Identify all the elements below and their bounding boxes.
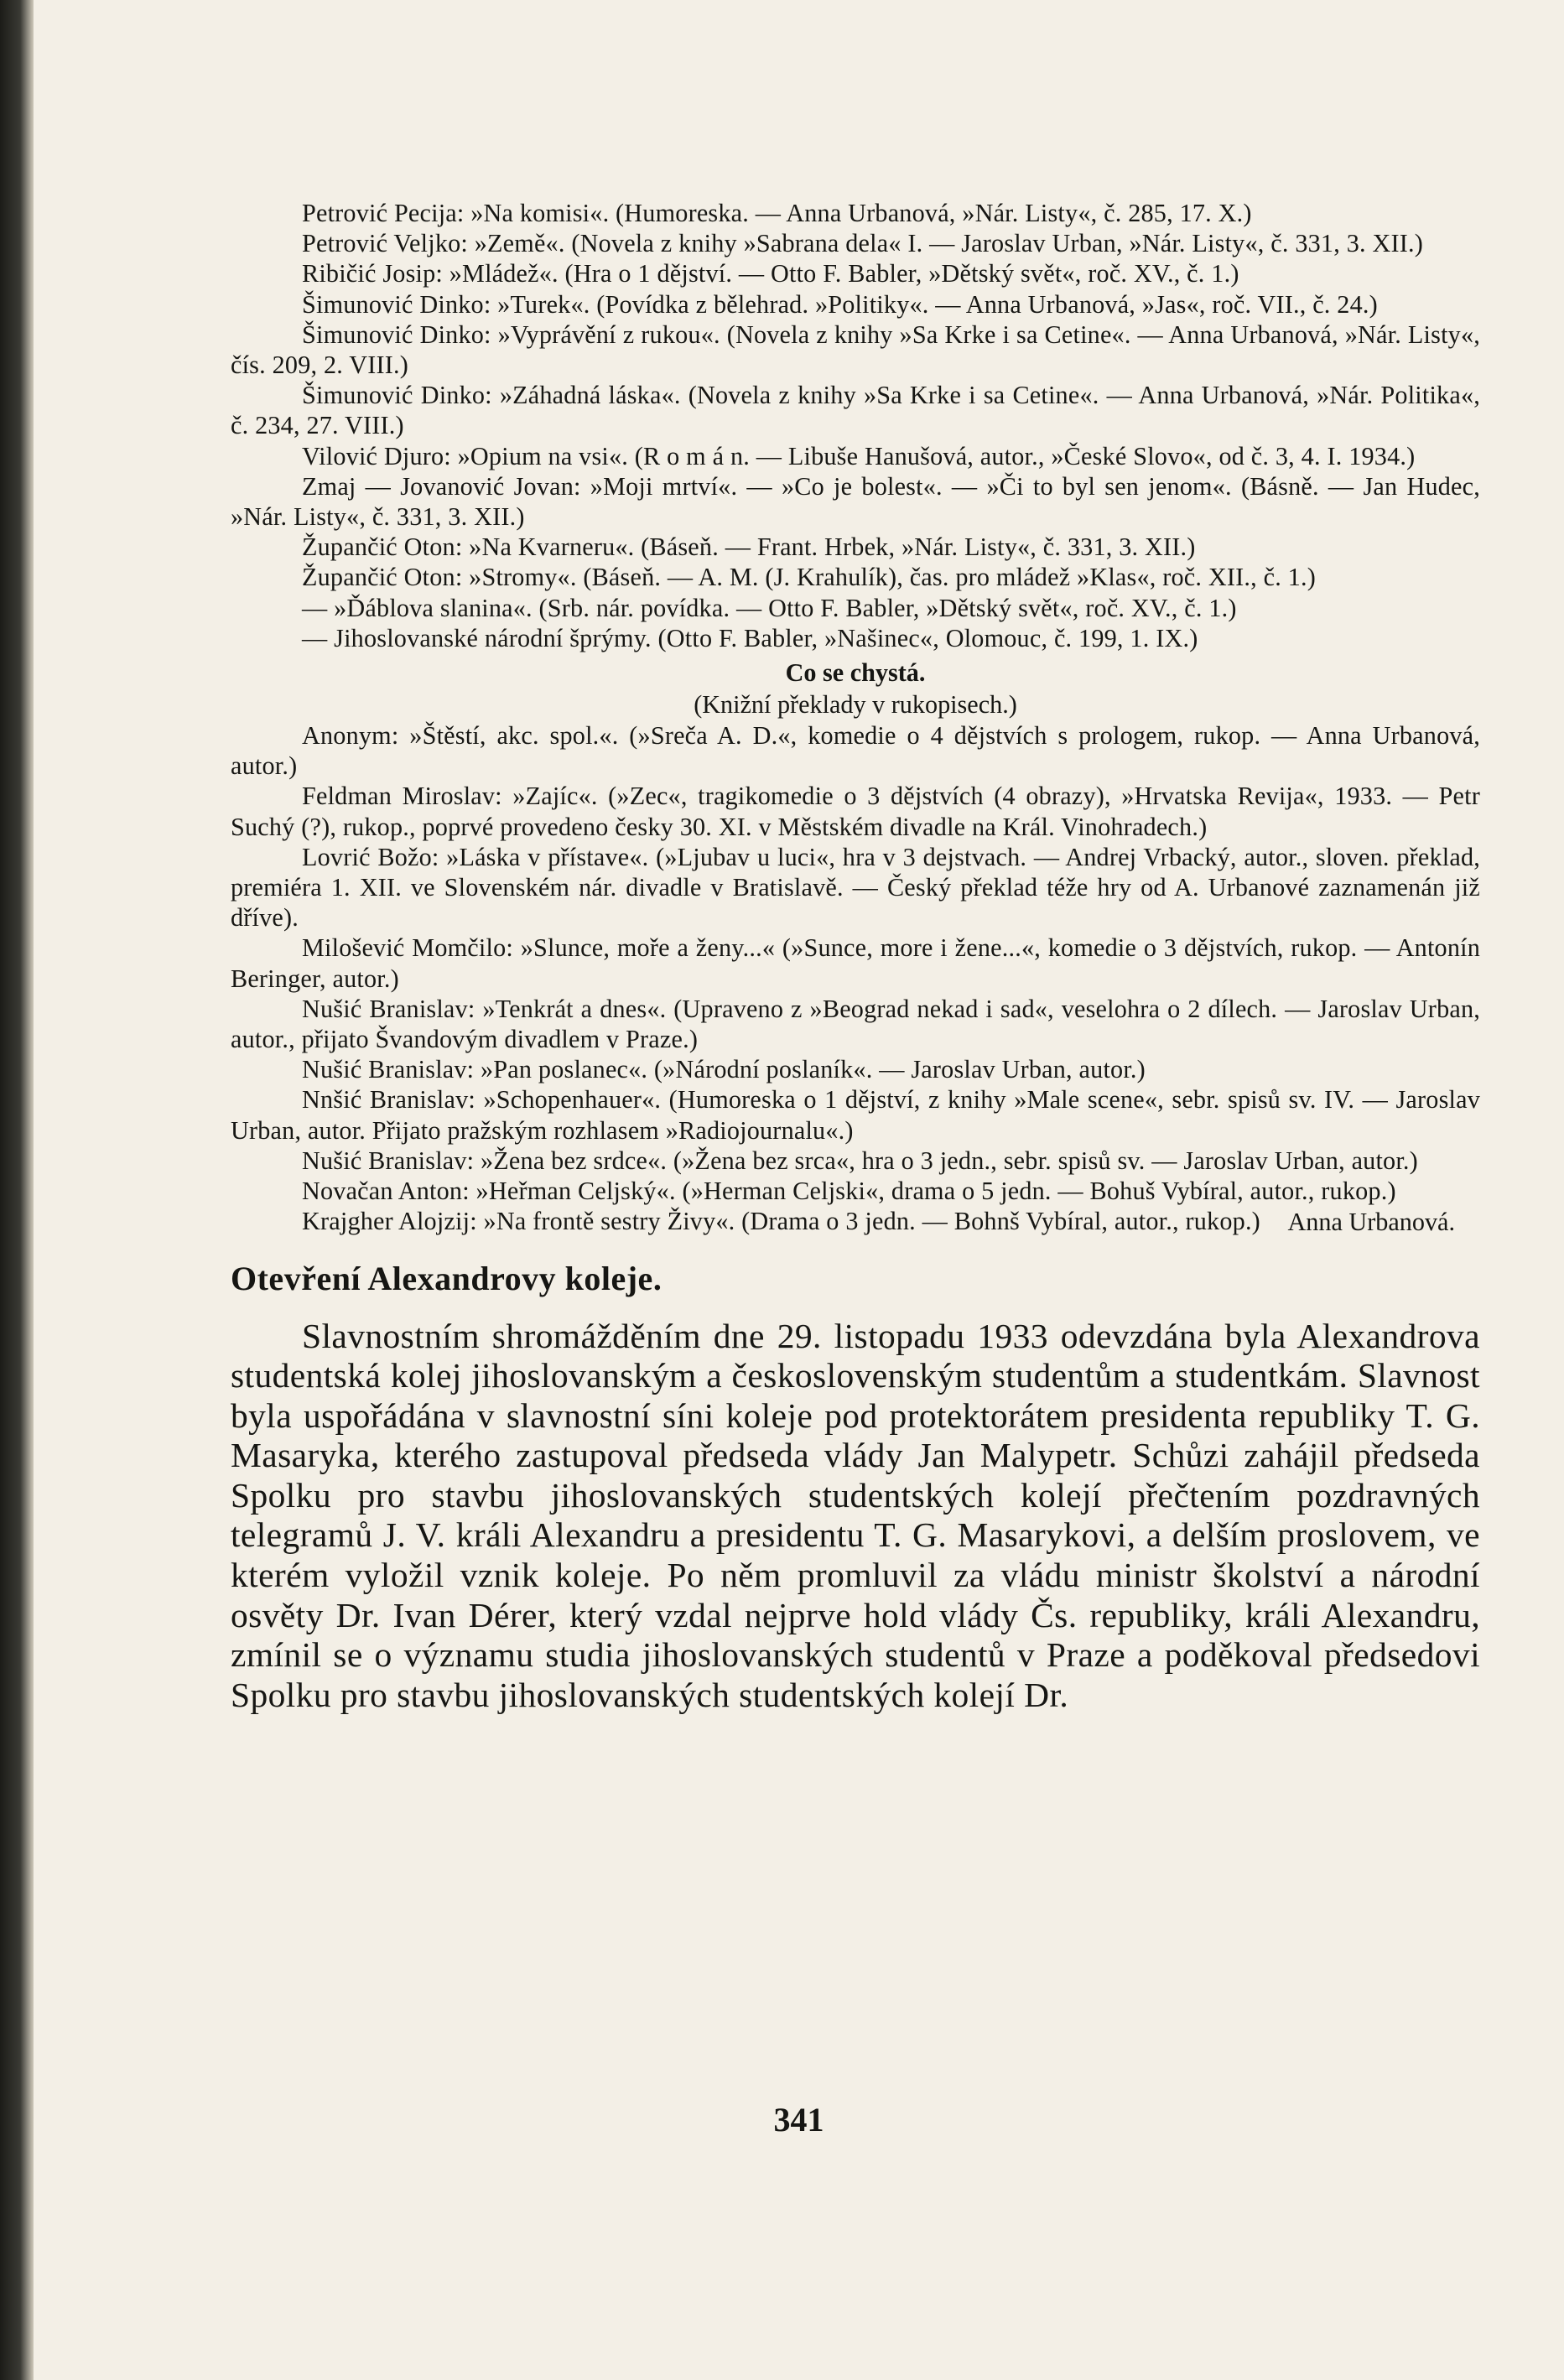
manuscript-list bbox=[231, 720, 1480, 1236]
bibliography-entry: Zmaj — Jovanović Jovan: »Moji mrtví«. — »Co je bolest«. — »Či to byl sen jenom«. (Básně. — Jan Hudec, »Nár. Listy«, č. 331, 3. XII.) bbox=[231, 471, 1480, 532]
section-title: Co se chystá. bbox=[785, 658, 926, 688]
manuscript-entry: Lovrić Božo: »Láska v přístave«. (»Ljubav u luci«, hra v 3 dejstvach. — Andrej Vrbacký, autor., sloven. překlad, premiéra 1. XII. ve Slovenském nár. divadle v Bratislavě. — Český překlad téže hry od A. Urbanové zaznamenán již dříve). bbox=[231, 842, 1480, 933]
bibliography-list bbox=[231, 198, 1480, 653]
manuscript-entry: Novačan Anton: »Heřman Celjský«. (»Herman Celjski«, drama o 5 jedn. — Bohuš Vybíral, autor., rukop.) bbox=[302, 1177, 1396, 1206]
bibliography-entry: — »Ďáblova slanina«. (Srb. nár. povídka. — Otto F. Babler, »Dětský svět«, roč. XV., č. 1.) bbox=[302, 593, 1237, 622]
manuscript-entry: Nušić Branislav: »Žena bez srdce«. (»Žena bez srca«, hra o 3 jedn., sebr. spisů sv. — Jaroslav Urban, autor.) bbox=[302, 1146, 1418, 1175]
page-content bbox=[231, 198, 1480, 1715]
manuscript-entry: Feldman Miroslav: »Zajíc«. (»Zec«, tragikomedie o 3 dějstvích (4 obrazy), »Hrvatska Revija«, 1933. — Petr Suchý (?), rukop., poprvé provedeno česky 30. XI. v Městském divadle na Král. Vinohradech.) bbox=[231, 782, 1480, 841]
article-heading: Otevření Alexandrovy koleje. bbox=[231, 1259, 662, 1297]
bibliography-entry: Šimunović Dinko: »Vyprávění z rukou«. (Novela z knihy »Sa Krke i sa Cetine«. — Anna Urbanová, »Nár. Listy«, čís. 209, 2. VIII.) bbox=[231, 320, 1480, 380]
manuscript-entry: Nušić Branislav: »Tenkrát a dnes«. (Upraveno z »Beograd nekad i sad«, veselohra o 2 dílech. — Jaroslav Urban, autor., přijato Švandovým divadlem v Praze.) bbox=[231, 994, 1480, 1054]
page-number: 341 bbox=[773, 2101, 824, 2138]
bibliography-entry: Vilović Djuro: »Opium na vsi«. (R o m á n. — Libuše Hanušová, autor., »České Slovo«, od č. 3, 4. I. 1934.) bbox=[302, 441, 1416, 470]
manuscript-entry: Krajgher Alojzij: »Na frontě sestry Živy«. (Drama o 3 jedn. — Bohnš Vybíral, autor., rukop.) bbox=[302, 1207, 1260, 1236]
manuscript-entry: Anonym: »Štěstí, akc. spol.«. (»Sreča A. D.«, komedie o 4 dějstvích s prologem, rukop. — Anna Urbanová, autor.) bbox=[231, 721, 1480, 781]
bibliography-entry: Ribičić Josip: »Mládež«. (Hra o 1 dějství. — Otto F. Babler, »Dětský svět«, roč. XV., č. 1.) bbox=[302, 259, 1239, 288]
book-spine bbox=[0, 0, 34, 2380]
signature: Anna Urbanová. bbox=[1287, 1207, 1455, 1236]
book-page bbox=[34, 0, 1564, 2380]
bibliography-entry: Petrović Pecija: »Na komisi«. (Humoreska. — Anna Urbanová, »Nár. Listy«, č. 285, 17. X.) bbox=[302, 199, 1252, 227]
article-paragraph: Slavnostním shromážděním dne 29. listopadu 1933 odevzdána byla Alexandrova studentská kolej jihoslovanským a československým studentům a studentkám. Slavnost byla uspořádána v slavnostní síni koleje pod protektorátem presidenta republiky T. G. Masaryka, kterého zastupoval předseda vlády Jan Malypetr. Schůzi zahájil předseda Spolku pro stavbu jihoslovanských studentských kolejí přečtením pozdravných telegramů J. V. králi Alexandru a presidentu T. G. Masarykovi, a delším proslovem, ve kterém vyložil vznik koleje. Po něm promluvil za vládu ministr školství a národní osvěty Dr. Ivan Dérer, který vzdal nejprve hold vlády Čs. republiky, králi Alexandru, zmínil se o významu studia jihoslovanských studentů v Praze a poděkoval předsedovi Spolku pro stavbu jihoslovanských studentských kolejí Dr. bbox=[231, 1316, 1480, 1714]
bibliography-entry: Šimunović Dinko: »Záhadná láska«. (Novela z knihy »Sa Krke i sa Cetine«. — Anna Urbanová, »Nár. Politika«, č. 234, 27. VIII.) bbox=[231, 381, 1480, 440]
bibliography-entry: Župančić Oton: »Na Kvarneru«. (Báseň. — Frant. Hrbek, »Nár. Listy«, č. 331, 3. XII.) bbox=[302, 533, 1196, 562]
manuscript-entry: Nušić Branislav: »Pan poslanec«. (»Národní poslaník«. — Jaroslav Urban, autor.) bbox=[302, 1055, 1146, 1084]
manuscript-entry: Milošević Momčilo: »Slunce, moře a ženy...« (»Sunce, more i žene...«, komedie o 3 dějstvích, rukop. — Antonín Beringer, autor.) bbox=[231, 933, 1480, 993]
bibliography-entry: Petrović Veljko: »Země«. (Novela z knihy »Sabrana dela« I. — Jaroslav Urban, »Nár. Listy«, č. 331, 3. XII.) bbox=[302, 229, 1424, 258]
bibliography-entry: — Jihoslovanské národní šprýmy. (Otto F. Babler, »Našinec«, Olomouc, č. 199, 1. IX.) bbox=[302, 623, 1198, 652]
section-subtitle: (Knižní překlady v rukopisech.) bbox=[694, 690, 1017, 720]
bibliography-entry: Šimunović Dinko: »Turek«. (Povídka z bělehrad. »Politiky«. — Anna Urbanová, »Jas«, roč. VII., č. 24.) bbox=[302, 289, 1378, 319]
manuscript-entry: Nnšić Branislav: »Schopenhauer«. (Humoreska o 1 dějství, z knihy »Male scene«, sebr. spisů sv. IV. — Jaroslav Urban, autor. Přijato pražským rozhlasem »Radiojournalu«.) bbox=[231, 1085, 1480, 1145]
bibliography-entry: Župančić Oton: »Stromy«. (Báseň. — A. M. (J. Krahulík), čas. pro mládež »Klas«, roč. XII., č. 1.) bbox=[302, 563, 1317, 592]
